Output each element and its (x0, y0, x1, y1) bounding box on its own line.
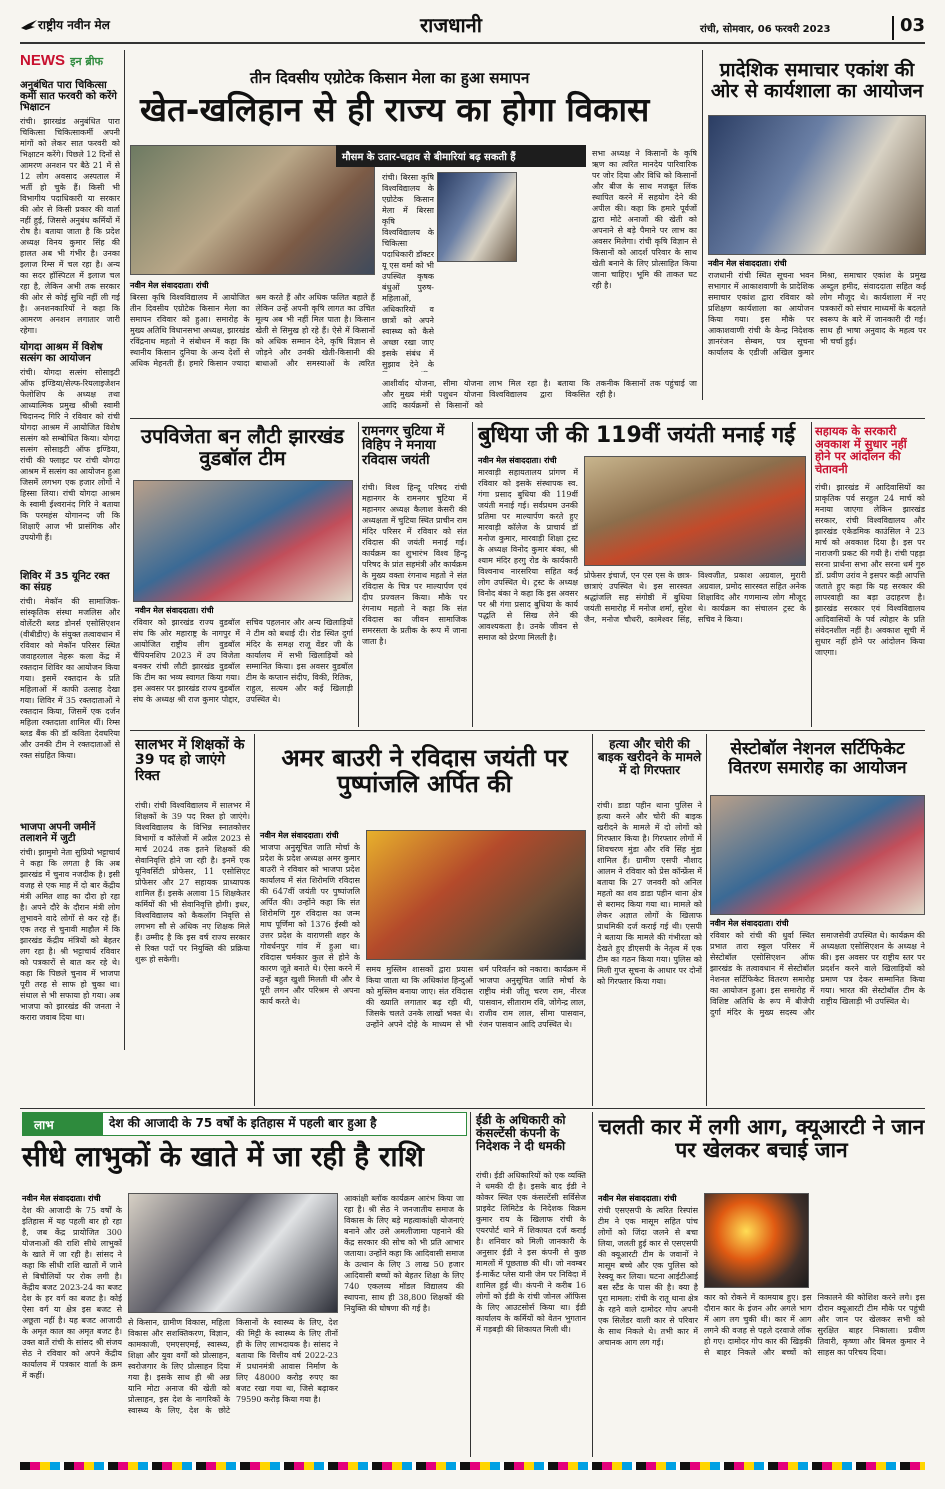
brief-item (20, 571, 120, 816)
budhiya-photo (584, 456, 806, 566)
dateline: रांची, सोमवार, 06 फरवरी 2023 (700, 24, 831, 35)
bottom-photo (128, 1193, 338, 1313)
bottom-tag: लाभ (34, 1118, 54, 1132)
car-fire-photo (704, 1193, 809, 1288)
lead-body-mid2 (520, 172, 586, 372)
woodball-photo (133, 480, 353, 602)
brief-body: रांची। झारखंड अनुबंधित पारा चिकित्सा चिकित्साकर्मी अपनी मांगों को लेकर सात फरवरी को भिक्षाटन करेंगे। पिछले 12 दिनों से आमरण अनशन पर बैठे 21 में से 12 लोग अवसाद अस्पताल में भर्ती हो चुके हैं। किसी भी विभागीय पदाधिकारी या सरकार की ओर से किसी प्रकार की वार्ता नहीं हुई, जिससे अनुबंध कर्मियों में रोष है। बताया जाता है कि प्रदेश अध्यक्ष विनय कुमार सिंह की हालत अब भी गंभीर है। उनका इलाज रिम्स में चल रहा है। अन्य का सदर हॉस्पिटल में इलाज चल रहा है, लेकिन अभी तक सरकार की ओर से कोई सुधि नहीं ली गई है। अनशनकारियों ने कहा कि आमरण अनशन लगातार जारी रहेगा। (20, 117, 120, 335)
seminar-headline: प्रादेशिक समाचार एकांश की ओर से कार्यशाला का आयोजन (710, 59, 924, 102)
registration-strip (20, 1462, 925, 1470)
seminar-body: राजधानी रांची स्थित सूचना भवन सभागार में आकाशवाणी के प्रादेशिक समाचार एकांश द्वारा रविवार को प्रशिक्षण कार्यशाला का आयोजन किया गया। इस मौके पर आकाशवाणी रांची के केन्द्र निदेशक ज्ञानरंजन सेम्बम, पत्र सूचना कार्यालय के एडीजी अखिल कुमार मिश्रा, समाचार एकांश के प्रमुख अब्दुल हमीद, संवाददाता सहित कई लोग मौजूद थे। कार्यशाला में नए पत्रकारों को संचार माध्यमों के बदलते स्वरूप के बारे में जानकारी दी गई। साथ ही भाषा अनुवाद के महत्व पर भी चर्चा हुई। (708, 271, 926, 357)
section-rule (130, 730, 925, 731)
teachers-headline: सालभर में शिक्षकों के 39 पद हो जाएंगे रिक्त (135, 737, 245, 784)
bottom-body: देश की आजादी के 75 वर्षों के इतिहास में यह पहली बार हो रहा है, जब केंद्र प्रायोजित 300 योजनाओं की राशि सीधे लाभुकों के खाते में जा रही है। सांसद ने कहा कि सीधी राशि खातों में जाने से बिचौलियों पर रोक लगी है। केंद्रीय बजट 2023-24 का बजट देश के हर वर्ग का बजट है। कोई ऐसा वर्ग या क्षेत्र इस बजट से अछूता नहीं है। यह बजट आजादी के अमृत काल का अमृत बजट है। उक्त बातें रांची के सांसद श्री संजय सेठ ने रविवार को अपने केंद्रीय कार्यालय में पत्रकार वार्ता के क्रम में कहीं। (22, 1206, 122, 1380)
budhiya-byline: नवीन मेल संवाददाता। रांची (478, 456, 557, 465)
column-divider (706, 734, 707, 1106)
page-divider (892, 16, 894, 40)
lead-byline: नवीन मेल संवाददाता। रांची (130, 281, 209, 290)
column-divider (472, 422, 473, 727)
murder-headline: हत्या और चोरी की बाइक खरीदने के मामले में दो गिरफ्तार (597, 737, 702, 778)
column-divider (592, 1112, 593, 1457)
lead-body-mid: रांची। बिरसा कृषि विश्वविद्यालय के एग्रोटेक किसान मेला में बिरसा कृषि विश्वविद्यालय के चिकित्सा पदाधिकारी डॉक्टर यू एस वर्मा को भी उपस्थित कृषक बंधुओं पुरुष-महिलाओं, अधिकारियों व छात्रों को अपने स्वास्थ्य को कैसे अच्छा रखा जाए इसके संबंध में सुझाव देने के (382, 173, 434, 369)
lead-subhead-bar (336, 145, 586, 167)
page-number: 03 (900, 15, 926, 36)
column-divider (470, 1112, 471, 1457)
bottom-headline: सीधे लाभुकों के खाते में जा रही है राशि (22, 1140, 424, 1173)
bird-logo-icon (20, 18, 38, 32)
column-divider (811, 422, 812, 727)
section-rule (20, 1108, 925, 1109)
brief-label: इन ब्रीफ (70, 55, 104, 68)
certificate-body: रविवार को रांची की धुर्वा स्थित प्रभात तारा स्कूल परिसर में सेस्टोबॉल एसोसिएशन ऑफ झारखंड के तत्वावधान में सेस्टोबॉल नेशनल सर्टिफिकेट वितरण समारोह का आयोजन हुआ। इस समारोह में विशिष्ट अतिथि के रूप में बीजेपी दुर्गा मंदिर के मुख्य सदस्य और समाजसेवी उपस्थित थे। कार्यक्रम की अध्यक्षता एसोसिएशन के अध्यक्ष ने की। इस अवसर पर राष्ट्रीय स्तर पर प्रदर्शन करने वाले खिलाड़ियों को प्रमाण पत्र देकर सम्मानित किया गया। भारत की सेस्टोबॉल टीम के राष्ट्रीय खिलाड़ी भी उपस्थित थे। (710, 931, 925, 1017)
woodball-byline: नवीन मेल संवाददाता। रांची (135, 606, 214, 615)
masthead (20, 14, 925, 44)
column-divider (592, 734, 593, 1106)
paper-name: राष्ट्रीय नवीन मेल (38, 18, 110, 32)
brief-body: रांची। मेकॉन की सामाजिक-सांस्कृतिक संस्था मजलिस और वोलेंटरी ब्लड डोनर्स एसोसिएशन (वीबीडीए) के संयुक्त तत्वावधान में रविवार को मेकॉन परिसर स्थित जवाहरलाल नेहरू कला केंद्र में रक्तदान शिविर का आयोजन किया गया। इसमें रक्तदान के प्रति महिलाओं में काफी उत्साह देखा गया। शिविर में 35 रक्तदाताओं ने रक्तदान किया, जिसमें एक दर्जन महिला रक्तदाता शामिल थीं। रिम्स ब्लड बैंक की डॉ कविता देवघरिया और उनकी टीम ने रक्तदाताओं से रक्त संग्रहित किया। (20, 597, 120, 760)
car-fire-body2: कार को रोकने में कामयाब हुए। इस दौरान कार के इंजन और अगले भाग में आग लग चुकी थी। कार में आग लगने की वजह से पहले दरवाजे लॉक हो गए। दामोदर गोप कार की खिड़की से बाहर निकले और बच्चों को निकालने की कोशिश करने लगे। इस दौरान क्यूआरटी टीम मौके पर पहुंची और जान पर खेलकर सभी को सुरक्षित बाहर निकाला। प्रवीण तिवारी, कृष्णा और बिमल कुमार ने साहस का परिचय दिया। (704, 1293, 925, 1357)
news-label: NEWS (20, 52, 65, 69)
ed-body: रांची। ईडी अधिकारियों को एक व्यक्ति ने धमकी दी है। इसके बाद ईडी ने कोकर स्थित एक कंसल्टेंसी सर्विसेज प्राइवेट लिमिटेड के निदेशक विक्रम कुमार राय के खिलाफ रांची के एयरपोर्ट थाने में शिकायत दर्ज कराई है। शनिवार को मिली जानकारी के अनुसार ईडी ने इस कंपनी से कुछ मामलों में पूछताछ की थी। जो नवम्बर ई-मार्केट प्लेस यानी जेम पर निविदा में शामिल हुई थी। कंपनी ने करीब 16 लोगों को ईडी के रांची जोनल ऑफिस के लिए आउटसोर्स किया था। ईडी कार्यालय के कर्मियों को वेतन भुगतान में गड़बड़ी की शिकायत मिली थी। (476, 1171, 586, 1334)
lead-subhead: मौसम के उतार-चढ़ाव से बीमारियां बढ़ सकती हैं (342, 152, 516, 163)
doctor-photo (437, 172, 517, 262)
woodball-headline: उपविजेता बन लौटी झारखंड वुडबॉल टीम (141, 424, 344, 470)
budhiya-body: मारवाड़ी सहायतालय प्रांगण में रविवार को इसके संस्थापक स्व. गंगा प्रसाद बुधिया की 119वीं जयंती मनाई गई। सर्वप्रथम उनकी प्रतिमा पर माल्यार्पण करते हुए मारवाड़ी कॉलेज के प्राचार्य डॉ मनोज कुमार, मारवाड़ी शिक्षा ट्रस्ट के अध्यक्ष विनोद कुमार बंका, श्री श्याम मंदिर हरगु रोड के कार्यकारी विश्वनाथ नारसरिया सहित कई लोग उपस्थित थे। ट्रस्ट के अध्यक्ष विनोद बंका ने कहा कि इस अवसर पर श्री गंगा प्रसाद बुधिया के कार्य पद्धति से सिख लेने की आवश्यकता है। उनके जीवन से समाज को प्रेरणा मिलती है। (478, 468, 578, 642)
brief-item (20, 342, 120, 565)
murder-body: रांची। डाडा पहीन थाना पुलिस ने हत्या करने और चोरी की बाइक खरीदने के मामले में दो लोगों को गिरफ्तार किया है। गिरफ्तार लोगों में शिवचरण मुंडा और रवि सिंह मुंडा शामिल हैं। ग्रामीण एसपी नौशाद आलम ने रविवार को प्रेस कॉन्फ्रेंस में बताया कि 27 जनवरी को अनिल महतो का शव डाडा पहीन थाना क्षेत्र से बरामद किया गया था। मामले को लेकर अज्ञात लोगों के खिलाफ प्राथमिकी दर्ज कराई गई थी। एसपी ने बताया कि मामले की गंभीरता को देखते हुए डीएसपी के नेतृत्व में एक टीम का गठन किया गया। पुलिस को मिली गुप्त सूचना के आधार पर दोनों को गिरफ्तार किया गया। (597, 801, 702, 986)
bauri-headline: अमर बाउरी ने रविदास जयंती पर पुष्पांजलि अर्पित की (281, 744, 568, 799)
bauri-photo (366, 830, 586, 960)
bottom-body3: आकांक्षी ब्लॉक कार्यक्रम आरंभ किया जा रहा है। श्री सेठ ने जनजातीय समाज के विकास के लिए बड़े महत्वाकांक्षी योजनाएं बनाने और उसे अमलीजामा पहनाने की केंद्र सरकार की सोच को भी प्रति आभार जताया। उन्होंने कहा कि आदिवासी समाज के उत्थान के लिए 3 लाख 50 हजार आदिवासी बच्चों को बेहतर शिक्षा के लिए 740 एकलव्य मॉडल विद्यालय की स्थापना, साथ ही 38,800 शिक्षकों की नियुक्ति की घोषणा की गई है। (344, 1194, 464, 1313)
car-fire-body3 (815, 1193, 925, 1288)
ed-headline: ईडी के अधिकारी को कंसल्टेंसी कंपनी के निदेशक ने दी धमकी (476, 1113, 566, 1154)
column-divider (254, 734, 255, 1106)
sahayak-body: रांची। झारखंड में आदिवासियों का प्राकृतिक पर्व सरहुल 24 मार्च को मनाया जाएगा लेकिन झारखंड सरकार, रांची विश्वविद्यालय और झारखंड एकेडमिक काउंसिल ने 23 मार्च को अवकाश दिया है। इस पर नाराजगी प्रकट की गयी है। रांची पहड़ा सरना प्रार्थना सभा और सरना धर्म गुरु डॉ. प्रवीण उरांव ने इसपर कड़ी आपत्ति जताते हुए कहा कि यह सरकार की लापरवाही का बड़ा उदाहरण है। झारखंड सरकार एवं विश्वविद्यालय आदिवासियों के पर्व त्योहार के प्रति संवेदनशील नहीं है। अवकाश सूची में सुधार नहीं होने पर आंदोलन किया जाएगा। (815, 483, 925, 657)
news-brief-label (20, 50, 120, 80)
bottom-kicker-white (102, 1112, 467, 1136)
bauri-body: भाजपा अनुसूचित जाति मोर्चा के प्रदेश के प्रदेश अध्यक्ष अमर कुमार बाउरी ने रविवार को भाजपा प्रदेश कार्यालय में संत शिरोमणि रविदास की 647वीं जयंती पर पुष्पांजलि अर्पित की। उन्होंने कहा कि संत शिरोमणि गुरु रविदास का जन्म माघ पूर्णिमा को 1376 ईस्वी को उत्तर प्रदेश के वाराणसी शहर के गोवर्धनपुर गांव में हुआ था। रविदास चर्मकार कुल से होने के कारण जूते बनाते थे। ऐसा करने में उन्हें बहुत खुशी मिलती थी और वे पूरी लगन और परिश्रम से अपना कार्य करते थे। (260, 843, 360, 1006)
car-fire-body: रांची एसएसपी के त्वरित रिस्पांस टीम ने एक मासूम सहित पांच लोगों को जिंदा जलने से बचा लिया, जलती हुई कार से एसएसपी की क्यूआरटी टीम के जवानों ने मासूम बच्चे और एक पुलिस को रेस्क्यू कर लिया। घटना आईटीआई बस स्टैंड के पास की है। क्या है पूरा मामला: रांची के रातू थाना क्षेत्र के रहने वाले दामोदर गोप अपनी एक सिलेंडर वाली कार से परिवार के साथ निकले थे। तभी कार में अचानक आग लग गई। (598, 1206, 698, 1347)
masthead-rule (20, 42, 925, 44)
column-divider (358, 422, 359, 727)
teachers-body: रांची। रांची विश्वविद्यालय में सालभर में शिक्षकों के 39 पद रिक्त हो जाएंगे। विश्वविद्यालय के विभिन्न स्नातकोत्तर विभागों व कॉलेजों में अप्रैल 2023 से मार्च 2024 तक इतने शिक्षकों की सेवानिवृत्ति होने जा रही है। इनमें एक यूनिवर्सिटी प्रोफेसर, 11 एसोसिएट प्रोफेसर और 27 सहायक प्राध्यापक शामिल हैं। इसके अलावा 15 शिक्षकेतर कर्मियों की भी सेवानिवृत्ति होगी। इधर, विश्वविद्यालय को कैकलॉग निवृत्ति से लगभग सौ से अधिक नए शिक्षक मिले हैं। उम्मीद है कि इस वर्ष राज्य सरकार से रिक्त पदों पर नियुक्ति की प्रक्रिया शुरू हो सकेगी। (135, 801, 250, 964)
lead-body-left: बिरसा कृषि विश्वविद्यालय में आयोजित तीन दिवसीय एग्रोटेक किसान मेला का समापन रविवार को हुआ। समारोह के मुख्य अतिथि विधानसभा अध्यक्ष, झारखंड रविंद्रनाथ महतो ने संबोधन में कहा कि स्थानीय किसान दुनिया के अन्य देशों से अधिक मेहनती हैं। हमारे किसान ज्यादा श्रम करते हैं और अधिक फलित बहाते हैं लेकिन उन्हें अपनी कृषि लागत का उचित मूल्य अब भी नहीं मिल पाता है। किसान खेती से सिमुख हो रहे हैं। ऐसे में किसानों को अधिक सम्मान देने, कृषि विज्ञान से जोड़ने और उनकी खेती-किसानी की बाधाओं और समस्याओं के त्वरित (130, 293, 375, 368)
bauri-byline: नवीन मेल संवाददाता। रांची (260, 831, 339, 840)
news-brief-column (20, 50, 120, 1050)
lead-kicker: तीन दिवसीय एग्रोटेक किसान मेला का हुआ समापन (250, 69, 530, 87)
car-fire-headline: चलती कार में लगी आग, क्यूआरटी ने जान पर खेलकर बचाई जान (598, 1115, 925, 1163)
brief-headline: शिविर में 35 यूनिट रक्त का संग्रह (20, 571, 110, 593)
lead-body-right: सभा अध्यक्ष ने किसानों के कृषि ऋण का त्वरित मानदेय पारिवारिक पर जोर दिया और विधि को किसानों और बीज के साथ मजबूत लिंक स्थापित करने में सहयोग देने की अपील की। कहा कि हमारे पूर्वजों द्वारा मोटे अनाजों की खेती को अपनाने से बड़े पैमाने पर लाभ का अवसर मिलेगा। रांची कृषि विज्ञान से किसानों को आदर्श परिवार के साथ खेती बनाने के लिए प्रोत्साहित किया जाना चाहिए। भूमि की ताकत घट रही है। (592, 149, 697, 290)
car-fire-byline: नवीन मेल संवाददाता। रांची (598, 1194, 677, 1203)
bottom-body2: से किसान, ग्रामीण विकास, महिला विकास और सशक्तिकरण, विज्ञान, कामकाजी, एमएसएमई, स्वास्थ्य, शिक्षा और युवा वर्गों को प्रोत्साहन, स्वरोजगार के लिए प्रोत्साहन दिया गया है। इसके साथ ही श्री अन्न यानि मोटा अनाज की खेती को प्रोत्साहन, इस देश के नागरिकों के स्वास्थ्य के लिए, देश के छोटे किसानों के स्वास्थ्य के लिए, देश की मिट्टी के स्वास्थ्य के लिए तीनों ही के लिए लाभदायक है। सांसद ने बताया कि वित्तीय वर्ष 2022-23 में प्रधानमंत्री आवास निर्माण के लिए 48000 करोड़ रुपए का बजट रखा गया था, जिसे बढ़ाकर 79590 करोड़ किया गया है। (128, 1318, 338, 1415)
brief-headline: भाजपा अपनी जमीनें तलाशने में जुटी (20, 822, 96, 844)
certificate-byline: नवीन मेल संवाददाता। रांची (710, 919, 789, 928)
lead-headline: खेत-खलिहान से ही राज्य का होगा विकास (140, 90, 650, 129)
brief-item (20, 80, 120, 336)
column-divider (124, 50, 125, 1050)
column-divider (702, 50, 703, 400)
bottom-byline: नवीन मेल संवाददाता। रांची (22, 1194, 101, 1203)
certificate-photo (710, 795, 925, 915)
bauri-body2: समय मुस्लिम शासकों द्वारा प्रयास किया जाता था कि अधिकांश हिन्दुओं को मुस्लिम बनाया जाए। संत रविदास की ख्याति लगातार बढ़ रही थी, जिसके चलते उनके लाखों भक्त थे। उन्होंने अपने दोहे के माध्यम से भी धर्म परिवर्तन को नकारा। कार्यक्रम में भाजपा अनुसूचित जाति मोर्चा के राष्ट्रीय मंत्री जीतू चरण राम, नीरज पासवान, सीताराम रवि, जोगेन्द्र लाल, राजीव राम लाल, सीमा पासवान, रंजन पासवान आदि उपस्थित थे। (366, 965, 586, 1029)
bottom-kicker: देश की आजादी के 75 वर्षों के इतिहास में पहली बार हुआ है (109, 1116, 377, 1130)
section-name: राजधानी (420, 13, 482, 37)
budhiya-headline: बुधिया जी की 119वीं जयंती मनाई गई (478, 423, 796, 448)
brief-item (20, 822, 120, 1050)
bottom-kicker-bar (22, 1112, 467, 1136)
section-rule (130, 418, 925, 419)
budhiya-body2: प्रोफेसर इंचार्ज, एन एस एस के छात्र-छात्राएं उपस्थित थे। इस सारस्वत श्रद्धांजलि सह संगोष्ठी में बुधिया जयंती समारोह में मनोज शर्मा, सुरेश जैन, मनोज चौधरी, कामेश्वर सिंह, विश्वजीत, प्रकाश अग्रवाल, मुरारी अग्रवाल, प्रमोद सारस्वत सहित अनेक शिक्षाविद और गणमान्य लोग मौजूद थे। कार्यक्रम का संचालन ट्रस्ट के सचिव ने किया। (584, 571, 806, 624)
seminar-byline: नवीन मेल संवाददाता। रांची (708, 259, 787, 268)
brief-headline: योगदा आश्रम में विशेष सत्संग का आयोजन (20, 342, 103, 364)
brief-body: रांची। योगदा सत्संग सोसाइटी ऑफ इण्डिया/सेल्फ-रियलाइजेशन फेलोशिप के अध्यक्ष तथा आध्यात्मिक प्रमुख श्रीश्री स्वामी चिदानन्द गिरि ने रविवार को रांची योगदा आश्रम में आयोजित विशेष सत्संग को सम्बोधित किया। योगदा सत्संग सोसाइटी ऑफ इण्डिया, रांची की फ्लाइट पर रांची योगदा आश्रम में सत्संग का आयोजन हुआ जिसमें लगभग एक हजार लोगों ने हिस्सा लिया। रांची योगदा आश्रम के स्वामी ईश्वरानंद गिरि ने बताया कि परमहंस योगानन्द जी कि शिक्षाएँ आज भी प्रासंगिक और उपयोगी हैं। (20, 368, 120, 542)
sahayak-headline: सहायक के सरकारी अवकाश में सुधार नहीं होने पर आंदोलन की चेतावनी (815, 424, 907, 476)
seminar-photo (708, 115, 926, 255)
woodball-body: रविवार को झारखंड राज्य वुडबॉल संघ कि ओर महाराष्ट्र के नागपुर में आयोजित राष्ट्रीय लीग वुडबॉल चैंपियनशिप 2023 में उप विजेता बनकर रांची लौटी झारखंड वुडबॉल कि टीम का भव्य स्वागत किया गया। इस अवसर पर झारखंड राज्य वुडबॉल संघ के अध्यक्ष श्री राज कुमार पोद्दार, सचिव पहलनार और अन्य खिलाड़ियों ने टीम को बधाई दी। रोड स्थित दुर्गा मंदिर के समक्ष राजू वेंडर जी के कार्यालय में सभी खिलाड़ियों को सम्मानित किया। इस अवसर वुडबॉल टीम के कप्तान संदीप, विकी, रितिक, राहुल, सत्यम और कई खिलाड़ी उपस्थित थे। (133, 618, 353, 704)
vhp-headline: रामनगर चुटिया में विहिप ने मनाया रविदास जयंती (362, 424, 445, 468)
certificate-headline: सेस्टोबॉल नेशनल सर्टिफिकेट वितरण समारोह का आयोजन (728, 739, 907, 778)
brief-body: रांची। झामुमो नेता सुप्रियो भट्टाचार्य ने कहा कि लगता है कि अब झारखंड में चुनाव नजदीक है। इसी वजह से एक माह में दो बार केंद्रीय मंत्री अमित शाह का दौरा हो रहा है। अपने दौरे के दौरान मंत्री लोग लुभावने वादे लोगों से कर रहे हैं। एक तरह से चुनावी माहौल में कि झारखंड केंद्रीय मंत्रियों को बेहतर लग रहा है। श्री भट्टाचार्य रविवार को पत्रकारों से बात कर रहे थे। कहा कि पिछले चुनाव में भाजपा पूरी तरह से साफ हो चुका था। संथाल से भी सफाया हो गया। अब भाजपा को झारखंड की जनता ने करारा जवाब दिया था। (20, 848, 120, 1022)
vhp-body: रांची। विश्व हिन्दू परिषद रांची महानगर के रामनगर चुटिया में महानगर अध्यक्ष कैलाश केसरी की अध्यक्षता में चुटिया स्थित प्राचीन राम मंदिर परिसर में रविवार को संत रविदास की जयंती मनाई गई। कार्यक्रम का शुभारंभ विश्व हिन्दू परिषद के प्रांत सहमंत्री और कार्यक्रम के मुख्य वक्ता रंगनाथ महतो ने संत रविदास के चित्र पर माल्यार्पण एवं दीप प्रज्वलन किया। मौके पर रंगनाथ महतो ने कहा कि संत रविदास का जीवन सामाजिक समरसता के प्रतीक के रूप में जाना जाता है। (362, 483, 467, 646)
lead-body-right2: आशीर्वाद योजना, सीमा योजना और मुख्य मंत्री पशुधन योजना आदि कार्यक्रमों से किसानों को लाभ मिल रहा है। बताया कि विश्वविद्यालय द्वारा विकसित तकनीक किसानों तक पहुंचाई जा रही है। (382, 379, 697, 410)
brief-headline: अनुबंधित पारा चिकित्सा कर्मी सात फरवरी को करेंगे भिक्षाटन (20, 80, 117, 113)
